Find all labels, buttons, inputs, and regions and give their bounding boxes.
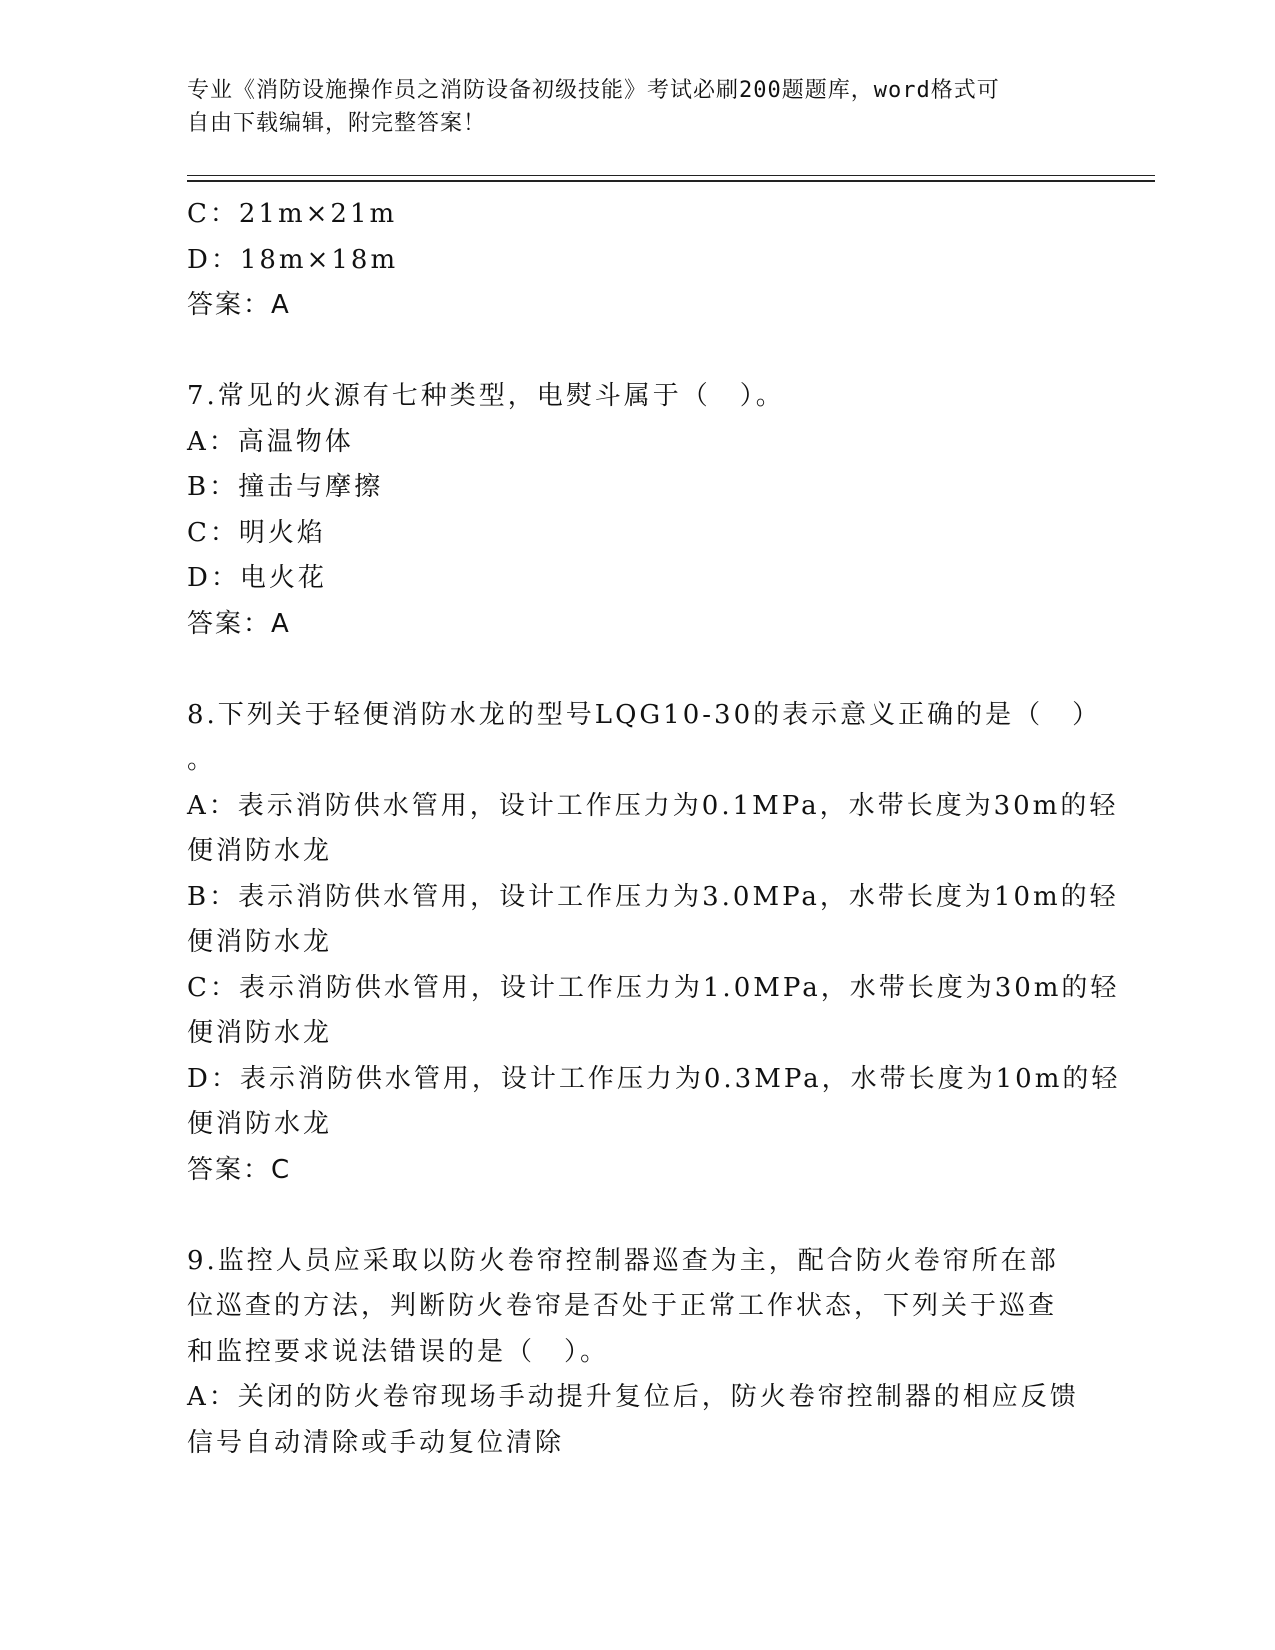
q8-option-b-line-1: B：表示消防供水管用，设计工作压力为3.0MPa，水带长度为10m的轻 <box>187 881 1119 912</box>
q8-stem-line-2: 。 <box>187 745 217 775</box>
spacer <box>187 647 1087 693</box>
q9-stem-line-3: 和监控要求说法错误的是（ ）。 <box>187 1336 610 1367</box>
q8-stem-line-1: 8.下列关于轻便消防水龙的型号LQG10-30的表示意义正确的是（ ） <box>187 699 1102 730</box>
q9-stem-line-1: 9.监控人员应采取以防火卷帘控制器巡查为主，配合防火卷帘所在部 <box>187 1245 1059 1276</box>
q8-option-a-line-1: A：表示消防供水管用，设计工作压力为0.1MPa，水带长度为30m的轻 <box>187 790 1119 821</box>
q8-option-c-line-1: C：表示消防供水管用，设计工作压力为1.0MPa，水带长度为30m的轻 <box>187 972 1120 1003</box>
q9-option-a-line-1: A：关闭的防火卷帘现场手动提升复位后，防火卷帘控制器的相应反馈 <box>187 1382 1079 1412</box>
q7-option-a: A：高温物体 <box>187 426 354 457</box>
q7-option-c: C：明火焰 <box>187 517 326 548</box>
prev-option-d: D：18m×18m <box>187 244 399 275</box>
header-divider-thick <box>187 180 1155 182</box>
q8-option-d-line-2: 便消防水龙 <box>187 1109 333 1139</box>
q8-option-b-line-2: 便消防水龙 <box>187 927 333 957</box>
q7-option-b: B：撞击与摩擦 <box>187 472 384 502</box>
q8-option-a-line-2: 便消防水龙 <box>187 836 333 866</box>
header-line-1: 专业《消防设施操作员之消防设备初级技能》考试必刷200题题库，word格式可 <box>187 78 1000 103</box>
spacer <box>187 1193 1087 1239</box>
q7-option-d: D：电火花 <box>187 563 327 593</box>
prev-option-c: C：21m×21m <box>187 199 398 229</box>
prev-answer: 答案：A <box>187 290 291 320</box>
q7-answer: 答案：A <box>187 608 291 639</box>
header-divider-thin <box>187 175 1155 176</box>
spacer <box>187 329 1087 375</box>
q9-stem-line-2: 位巡查的方法，判断防火卷帘是否处于正常工作状态，下列关于巡查 <box>187 1291 1058 1321</box>
document-header <box>187 74 1087 140</box>
q7-stem: 7.常见的火源有七种类型，电熨斗属于（ ）。 <box>187 381 785 411</box>
q8-option-d-line-1: D：表示消防供水管用，设计工作压力为0.3MPa，水带长度为10m的轻 <box>187 1063 1121 1094</box>
header-line-2: 自由下载编辑，附完整答案！ <box>187 111 487 136</box>
question-content <box>187 192 1121 1466</box>
q8-option-c-line-2: 便消防水龙 <box>187 1018 333 1048</box>
q8-answer: 答案：C <box>187 1154 292 1185</box>
q9-option-a-line-2: 信号自动清除或手动复位清除 <box>187 1427 565 1458</box>
